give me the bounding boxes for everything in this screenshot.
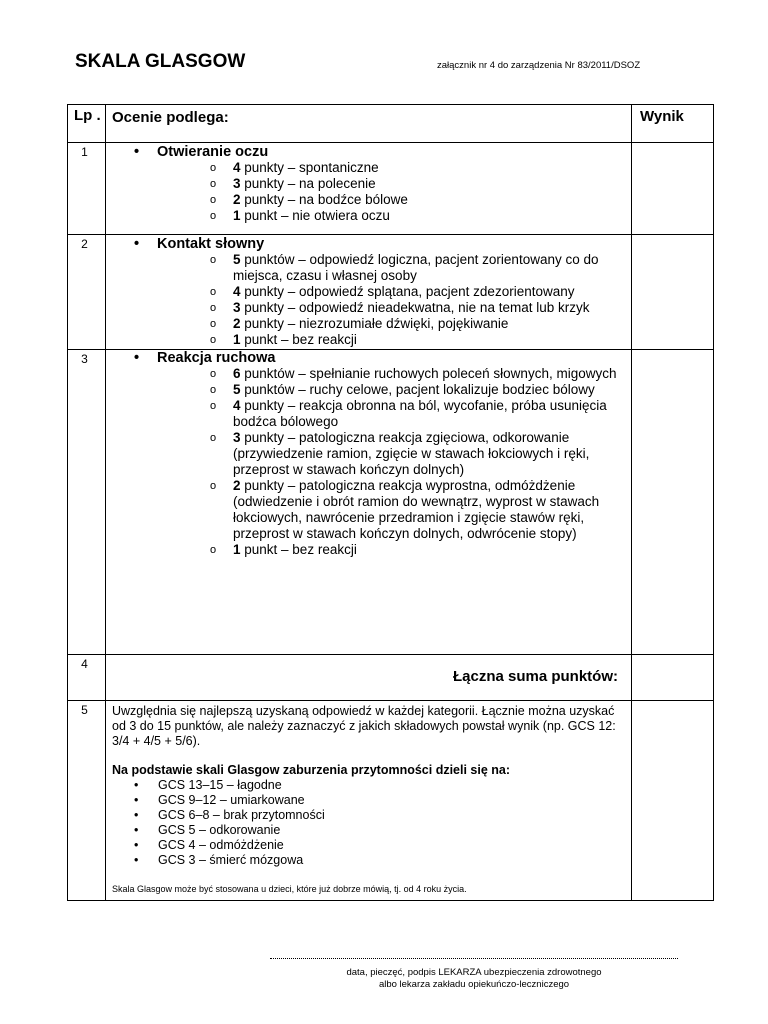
total-points-label: Łączna suma punktów: — [106, 655, 632, 701]
gcs-level-item: • GCS 13–15 – łagodne — [134, 778, 625, 793]
gcs-level-item: • GCS 6–8 – brak przytomności — [134, 808, 625, 823]
option-points: 4 — [233, 160, 241, 175]
option-text: punkty – odpowiedź nieadekwatna, nie na temat lub krzyk — [240, 300, 590, 315]
option-text: punkt – nie otwiera oczu — [240, 208, 390, 223]
category-label: Kontakt słowny — [157, 236, 265, 252]
table-row — [68, 350, 714, 655]
option-item — [210, 478, 631, 542]
option-item — [210, 542, 631, 558]
signature-line — [270, 958, 678, 959]
option-text: punkty – patologiczna reakcja zgięciowa, odkorowanie (przywiedzenie ramion, zgięcie w stawach łokciowych i ręki, przeprost w stawach kończyn dolnych) — [233, 430, 590, 477]
option-points: 1 — [233, 332, 241, 347]
option-item — [210, 284, 631, 300]
row-number: 3 — [68, 350, 106, 655]
options-list — [157, 252, 631, 348]
option-item — [210, 316, 631, 332]
option-text: punktów – odpowiedź logiczna, pacjent zorientowany co do miejsca, czasu i własnej osoby — [233, 252, 599, 283]
header-subject: Ocenie podlega: — [106, 105, 632, 143]
header-lp: Lp . — [68, 105, 106, 143]
option-text: punkt – bez reakcji — [240, 542, 357, 557]
children-note: Skala Glasgow może być stosowana u dzieci, które już dobrze mówią, tj. od 4 roku życia. — [112, 884, 467, 894]
gcs-levels-list — [112, 778, 625, 868]
option-item — [210, 252, 631, 284]
table-row — [68, 235, 714, 350]
option-item — [210, 430, 631, 478]
option-item — [210, 176, 631, 192]
option-text: punktów – spełnianie ruchowych poleceń słownych, migowych — [240, 366, 617, 381]
option-points: 2 — [233, 316, 241, 331]
category-item — [126, 236, 631, 348]
result-cell[interactable] — [632, 143, 714, 235]
option-points: 5 — [233, 382, 241, 397]
option-text: punkty – niezrozumiałe dźwięki, pojękiwanie — [240, 316, 509, 331]
option-points: 4 — [233, 398, 241, 413]
category-list — [126, 236, 631, 348]
signature-caption-line2: albo lekarza zakładu opiekuńczo-leczniczego — [378, 979, 570, 990]
row-number: 2 — [68, 235, 106, 350]
row-content — [106, 235, 632, 350]
option-item — [210, 192, 631, 208]
option-text: punkty – patologiczna reakcja wyprostna, odmóżdżenie (odwiedzenie i obrót ramion do wewnątrz, wyprost w stawach łokciowych, nawrócenie przedramion i zgięcie stawów ręki, przeprost w stawach kończyn dolnych, odwrócenie stopy) — [233, 478, 600, 541]
row-content — [106, 143, 632, 235]
header-result: Wynik — [632, 105, 714, 143]
category-label: Otwieranie oczu — [157, 144, 269, 160]
option-item — [210, 332, 631, 348]
option-text: punktów – ruchy celowe, pacjent lokalizuje bodziec bólowy — [240, 382, 595, 397]
category-list — [126, 144, 631, 224]
category-label: Reakcja ruchowa — [157, 350, 276, 366]
option-text: punkty – spontaniczne — [240, 160, 379, 175]
result-cell[interactable] — [632, 235, 714, 350]
table-header-row — [68, 105, 714, 143]
result-cell[interactable] — [632, 350, 714, 655]
category-item — [126, 350, 631, 558]
document-reference: załącznik nr 4 do zarządzenia Nr 83/2011/DSOZ — [437, 60, 641, 71]
option-points: 5 — [233, 252, 241, 267]
notes-content — [106, 701, 632, 901]
signature-caption-line1: data, pieczęć, podpis LEKARZA ubezpieczenia zdrowotnego — [346, 967, 602, 978]
gcs-level-item: • GCS 4 – odmóżdżenie — [134, 838, 625, 853]
option-points: 3 — [233, 176, 241, 191]
option-text: punkty – odpowiedź splątana, pacjent zdezorientowany — [240, 284, 575, 299]
row-content — [106, 350, 632, 655]
gcs-level-item: • GCS 5 – odkorowanie — [134, 823, 625, 838]
glasgow-scale-table — [67, 104, 714, 901]
total-result-cell[interactable] — [632, 655, 714, 701]
gcs-level-item: • GCS 3 – śmierć mózgowa — [134, 853, 625, 868]
option-points: 3 — [233, 300, 241, 315]
table-row — [68, 701, 714, 901]
row-number: 1 — [68, 143, 106, 235]
row-number: 4 — [68, 655, 106, 701]
notes-heading: Na podstawie skali Glasgow zaburzenia przytomności dzieli się na: — [112, 763, 511, 777]
category-list — [126, 350, 631, 558]
option-points: 6 — [233, 366, 241, 381]
option-item — [210, 160, 631, 176]
option-text: punkt – bez reakcji — [240, 332, 357, 347]
option-points: 1 — [233, 208, 241, 223]
option-points: 2 — [233, 478, 241, 493]
option-text: punkty – na bodźce bólowe — [240, 192, 408, 207]
option-points: 1 — [233, 542, 241, 557]
option-text: punkty – na polecenie — [240, 176, 376, 191]
category-item — [126, 144, 631, 224]
row-number: 5 — [68, 701, 106, 901]
option-item — [210, 208, 631, 224]
option-item — [210, 366, 631, 382]
notes-result-cell — [632, 701, 714, 901]
options-list — [157, 160, 631, 224]
option-item — [210, 300, 631, 316]
gcs-level-item: • GCS 9–12 – umiarkowane — [134, 793, 625, 808]
option-text: punkty – reakcja obronna na ból, wycofanie, próba usunięcia bodźca bólowego — [233, 398, 607, 429]
option-points: 2 — [233, 192, 241, 207]
notes-intro: Uwzględnia się najlepszą uzyskaną odpowiedź w każdej kategorii. Łącznie można uzyskać od 3 do 15 punktów, ale należy zaznaczyć z jakich składowych powstał wynik (np. GCS 12: 3/4 + 4/5 + 5/6). — [112, 704, 616, 748]
option-item — [210, 398, 631, 430]
options-list — [157, 366, 631, 558]
option-points: 4 — [233, 284, 241, 299]
option-points: 3 — [233, 430, 241, 445]
document-title: SKALA GLASGOW — [75, 51, 246, 72]
table-row — [68, 655, 714, 701]
option-item — [210, 382, 631, 398]
table-row — [68, 143, 714, 235]
